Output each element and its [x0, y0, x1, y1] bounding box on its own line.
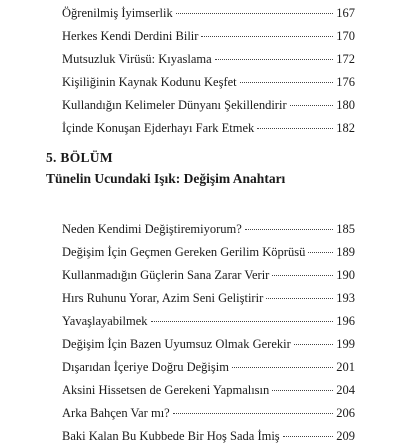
toc-entry-page: 170 [336, 29, 355, 43]
toc-entry-title: Herkes Kendi Derdini Bilir [62, 29, 199, 43]
toc-entry-title: Baki Kalan Bu Kubbede Bir Hoş Sada İmiş [62, 429, 280, 443]
toc-entry [62, 379, 355, 402]
toc-entry-page: 176 [336, 75, 355, 89]
toc-entry [62, 117, 355, 140]
toc-entry-page: 193 [336, 291, 355, 305]
toc-entry [62, 71, 355, 94]
toc-entry-title: Hırs Ruhunu Yorar, Azim Seni Geliştirir [62, 291, 264, 305]
toc-list-chapter [62, 218, 355, 448]
toc-entry [62, 218, 355, 241]
toc-entry-title: Aksini Hissetsen de Gerekeni Yapmalısın [62, 383, 270, 397]
toc-entry-title: Değişim İçin Bazen Uyumsuz Olmak Gerekir [62, 337, 291, 351]
toc-entry-page: 201 [336, 360, 355, 374]
toc-entry-page: 206 [336, 406, 355, 420]
dot-leader [240, 82, 334, 83]
toc-entry-page: 180 [336, 98, 355, 112]
toc-entry [62, 402, 355, 425]
dot-leader [232, 367, 333, 368]
toc-entry-page: 209 [336, 429, 355, 443]
toc-entry-page: 182 [336, 121, 355, 135]
toc-entry-page: 199 [336, 337, 355, 351]
toc-entry [62, 264, 355, 287]
toc-entry-page: 185 [336, 222, 355, 236]
dot-leader [257, 128, 333, 129]
toc-entry-page: 167 [336, 6, 355, 20]
toc-entry-title: Dışarıdan İçeriye Doğru Değişim [62, 360, 229, 374]
toc-entry-title: Kişiliğinin Kaynak Kodunu Keşfet [62, 75, 237, 89]
toc-entry [62, 287, 355, 310]
dot-leader [290, 105, 334, 106]
toc-entry-page: 172 [336, 52, 355, 66]
dot-leader [308, 252, 333, 253]
toc-entry [62, 425, 355, 448]
toc-entry [62, 310, 355, 333]
toc-entry-title: Kullanmadığın Güçlerin Sana Zarar Verir [62, 268, 270, 282]
dot-leader [173, 413, 334, 414]
dot-leader [201, 36, 333, 37]
dot-leader [245, 229, 333, 230]
toc-entry-title: İçinde Konuşan Ejderhayı Fark Etmek [62, 121, 255, 135]
toc-entry-title: Arka Bahçen Var mı? [62, 406, 170, 420]
toc-entry [62, 241, 355, 264]
dot-leader [151, 321, 334, 322]
dot-leader [176, 13, 334, 14]
dot-leader [294, 344, 333, 345]
toc-entry-page: 189 [336, 245, 355, 259]
toc-entry [62, 356, 355, 379]
toc-entry-page: 190 [336, 268, 355, 282]
toc-entry [62, 25, 355, 48]
dot-leader [266, 298, 333, 299]
chapter-number: 5. BÖLÜM [46, 150, 113, 165]
toc-entry-title: Neden Kendimi Değiştiremiyorum? [62, 222, 242, 236]
toc-entry-title: Mutsuzluk Virüsü: Kıyaslama [62, 52, 212, 66]
toc-entry [62, 2, 355, 25]
dot-leader [283, 436, 334, 437]
dot-leader [272, 390, 333, 391]
toc-entry [62, 94, 355, 117]
dot-leader [272, 275, 333, 276]
toc-entry-page: 204 [336, 383, 355, 397]
toc-entry-title: Öğrenilmiş İyimserlik [62, 6, 173, 20]
toc-entry-title: Yavaşlayabilmek [62, 314, 148, 328]
dot-leader [215, 59, 334, 60]
toc-list-top [62, 2, 355, 140]
toc-entry [62, 333, 355, 356]
toc-entry-title: Kullandığın Kelimeler Dünyanı Şekillendirir [62, 98, 287, 112]
toc-entry-page: 196 [336, 314, 355, 328]
toc-entry [62, 48, 355, 71]
chapter-title: Tünelin Ucundaki Işık: Değişim Anahtarı [46, 171, 286, 186]
toc-entry-title: Değişim İçin Geçmen Gereken Gerilim Köprüsü [62, 245, 306, 259]
